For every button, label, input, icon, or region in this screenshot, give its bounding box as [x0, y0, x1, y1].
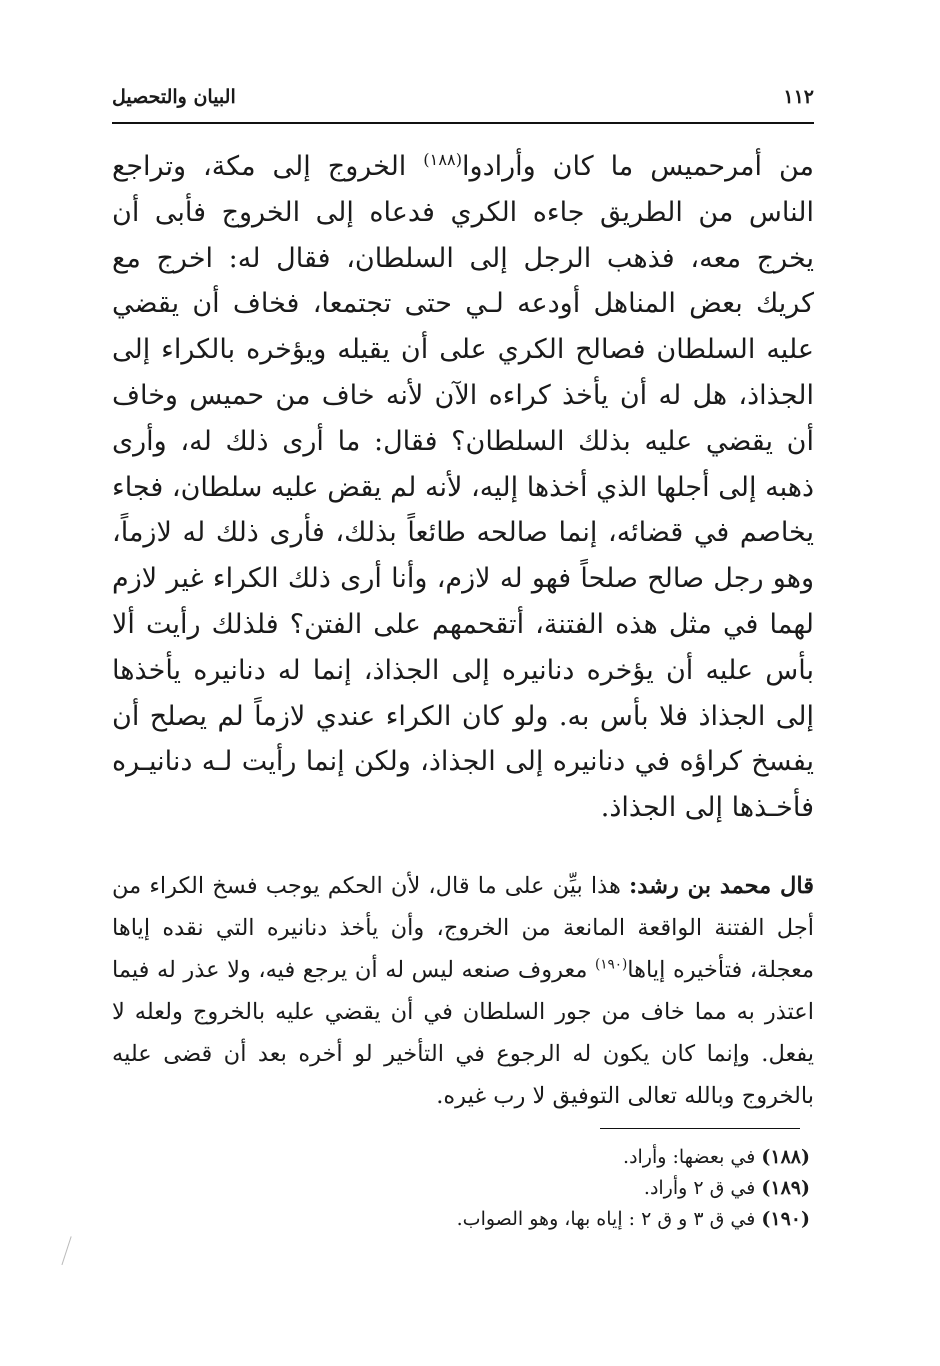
para1-text-start: من أمرحميس ما كان وأرادوا — [462, 151, 814, 182]
footnote-number: (١٩٠) — [761, 1208, 810, 1230]
footnote-ref-190: (١٩٠) — [594, 956, 628, 973]
book-title: البيان والتحصيل — [112, 86, 236, 108]
commentator-label: قال محمد بن رشد: — [628, 872, 815, 899]
footnote-item — [210, 1142, 810, 1173]
footnote-number: (١٨٩) — [761, 1177, 810, 1199]
footnote-item — [210, 1204, 810, 1235]
para1-text-end: الخروج إلى مكة، وتراجع الناس من الطريق جاءه الكري فدعاه إلى الخروج فأبى أن يخرج معه، فذهب الرجل إلى السلطان، فقال له: اخرج مع كريك بعض المناهل أودعه لـي حتى تجتمعا، فخاف أن يقضي عليه السلطان فصالح الكري على أن يقيله ويؤخره بالكراء إلى الجذاذ، هل له أن يأخذ كراءه الآن لأنه خاف من حميس وخاف أن يقضي عليه بذلك السلطان؟ فقال: ما أرى ذلك له، وأرى ذهبه إلى أجلها الذي أخذها إليه، لأنه لم يقض عليه سلطان، فجاء يخاصم في قضائه، إنما صالحه طائعاً بذلك، فأرى ذلك له لازماً، وهو رجل صالح صلحاً فهو له لازم، وأنا أرى ذلك الكراء غير لازم لهما في مثل هذه الفتنة، أتقحمهم على الفتن؟ فلذلك رأيت ألا بأس عليه أن يؤخره دنانيره إلى الجذاذ، إنما له دنانيره يأخذها إلى الجذاذ فلا بأس به. ولو كان الكراء عندي لازماً لم يصلح أن يفسخ كراؤه في دنانيره إلى الجذاذ، ولكن إنما رأيت لـه دنانيـره فأخـذها إلى الجذاذ. — [112, 151, 814, 824]
footnote-ref-188: (١٨٨) — [423, 150, 463, 169]
para2-text-start: هذا بيِّن على ما قال، لأن الحكم يوجب فسخ الكراء من أجل الفتنة الواقعة المانعة من الخروج، وأن يأخذ دنانيره التي نقده إياها معجلة، فتأخيره إياها — [112, 872, 814, 983]
footnote-number: (١٨٨) — [761, 1146, 810, 1168]
footnote-separator — [600, 1128, 800, 1129]
footnote-text: في ق ٢ وأراد. — [643, 1177, 756, 1199]
header-rule — [112, 122, 814, 124]
main-text — [112, 144, 814, 1117]
footnotes — [210, 1142, 810, 1235]
paragraph-gap — [112, 831, 814, 865]
paragraph-commentary — [112, 865, 814, 1117]
footnote-item — [210, 1173, 810, 1204]
footnote-text: في بعضها: وأراد. — [623, 1146, 756, 1168]
para2-text-end: معروف صنعه ليس له أن يرجع فيه، ولا عذر له فيما اعتذر به مما خاف من جور السلطان في أن يقضي عليه بالخروج ولعله لا يفعل. وإنما كان يكون له الرجوع في التأخير لو أخره بعد أن قضى عليه بالخروج وبالله تعالى التوفيق لا رب غيره. — [112, 956, 814, 1109]
paragraph-question — [112, 144, 814, 831]
page-number: ١١٢ — [783, 86, 814, 108]
footnote-text: في ق ٣ و ق ٢ : إياه بها، وهو الصواب. — [456, 1208, 756, 1230]
margin-mark — [61, 1236, 73, 1265]
page-header — [112, 88, 814, 107]
